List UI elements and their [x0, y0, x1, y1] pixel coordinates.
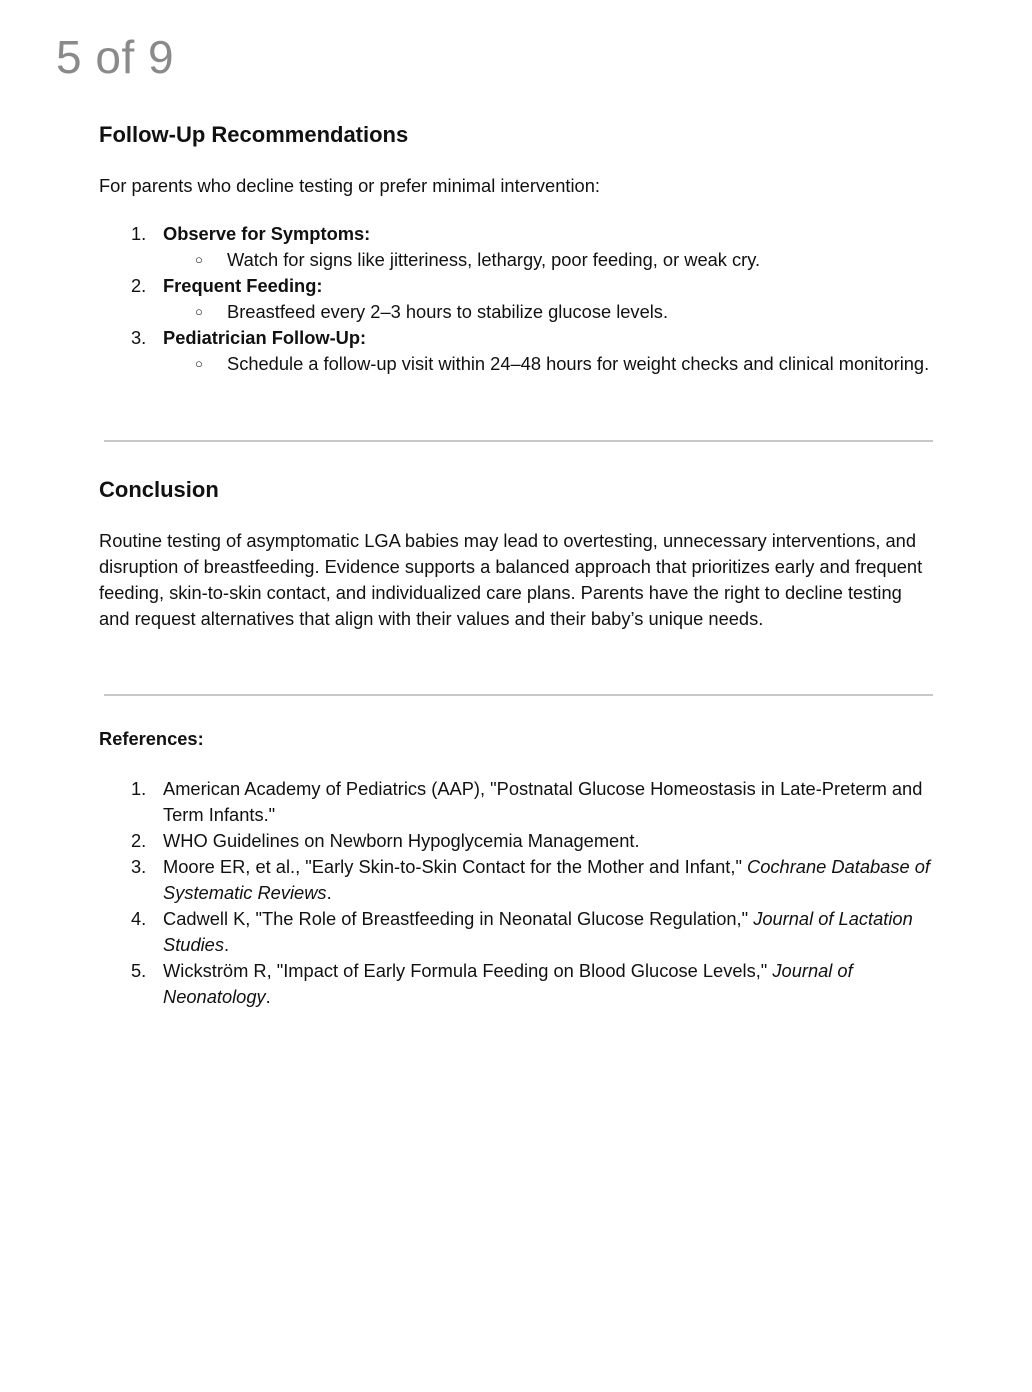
- page-indicator: 5 of 9: [56, 31, 175, 83]
- hollow-bullet-icon: ○: [195, 304, 203, 319]
- reference-item: [99, 776, 935, 828]
- reference-source: Journal of Lactation Studies: [163, 908, 913, 955]
- sub-list-item: [163, 247, 935, 273]
- reference-text: WHO Guidelines on Newborn Hypoglycemia Management.: [163, 830, 640, 851]
- list-number: 2.: [131, 275, 147, 296]
- reference-tail: .: [265, 986, 271, 1007]
- list-item: [99, 221, 935, 273]
- sub-list-text: Breastfeed every 2–3 hours to stabilize glucose levels.: [227, 301, 669, 322]
- list-item-title: Frequent Feeding:: [163, 275, 323, 296]
- hollow-bullet-icon: ○: [195, 356, 203, 371]
- reference-text: Moore ER, et al., "Early Skin-to-Skin Contact for the Mother and Infant,": [163, 856, 748, 877]
- followup-list: [99, 221, 935, 377]
- conclusion-heading: Conclusion: [99, 477, 219, 502]
- reference-tail: .: [223, 934, 230, 955]
- sub-list-item: [163, 299, 935, 325]
- reference-item: [99, 828, 935, 854]
- references-list: [99, 776, 935, 1010]
- reference-tail: .: [326, 882, 332, 903]
- list-item: [99, 273, 935, 325]
- list-number: 3.: [131, 856, 147, 877]
- references-label: References:: [99, 728, 204, 749]
- sub-list-text: Schedule a follow-up visit within 24–48 hours for weight checks and clinical monitoring.: [227, 353, 930, 374]
- reference-text: Cadwell K, "The Role of Breastfeeding in Neonatal Glucose Regulation,": [163, 908, 754, 929]
- list-item-title: Observe for Symptoms:: [163, 223, 371, 244]
- hollow-bullet-icon: ○: [195, 252, 203, 267]
- sub-list-item: [163, 351, 935, 377]
- reference-item: [99, 958, 935, 1010]
- reference-source: Journal of Neonatology: [163, 960, 853, 1007]
- reference-item: [99, 854, 935, 906]
- list-number: 1.: [131, 778, 147, 799]
- reference-source: Cochrane Database of Systematic Reviews: [163, 856, 930, 903]
- list-number: 3.: [131, 327, 147, 348]
- followup-heading: Follow-Up Recommendations: [99, 122, 409, 147]
- list-item: [99, 325, 935, 377]
- reference-text: Wickström R, "Impact of Early Formula Feeding on Blood Glucose Levels,": [163, 960, 773, 981]
- list-number: 5.: [131, 960, 147, 981]
- sub-list-text: Watch for signs like jitteriness, lethargy, poor feeding, or weak cry.: [227, 249, 761, 270]
- list-number: 4.: [131, 908, 147, 929]
- reference-item: [99, 906, 935, 958]
- list-item-title: Pediatrician Follow-Up:: [163, 327, 367, 348]
- section-divider: [104, 440, 933, 442]
- followup-intro: For parents who decline testing or prefer minimal intervention:: [99, 175, 600, 196]
- reference-text: American Academy of Pediatrics (AAP), "Postnatal Glucose Homeostasis in Late-Preterm and Term Infants.": [163, 778, 923, 825]
- list-number: 2.: [131, 830, 147, 851]
- conclusion-body: Routine testing of asymptomatic LGA babies may lead to overtesting, unnecessary interventions, and disruption of breastfeeding. Evidence supports a balanced approach that prioritizes early and frequent feeding, skin-to-skin contact, and individualized care plans. Parents have the right to decline testing and request alternatives that align with their values and their baby’s unique needs.: [99, 530, 923, 629]
- list-number: 1.: [131, 223, 147, 244]
- section-divider: [104, 694, 933, 696]
